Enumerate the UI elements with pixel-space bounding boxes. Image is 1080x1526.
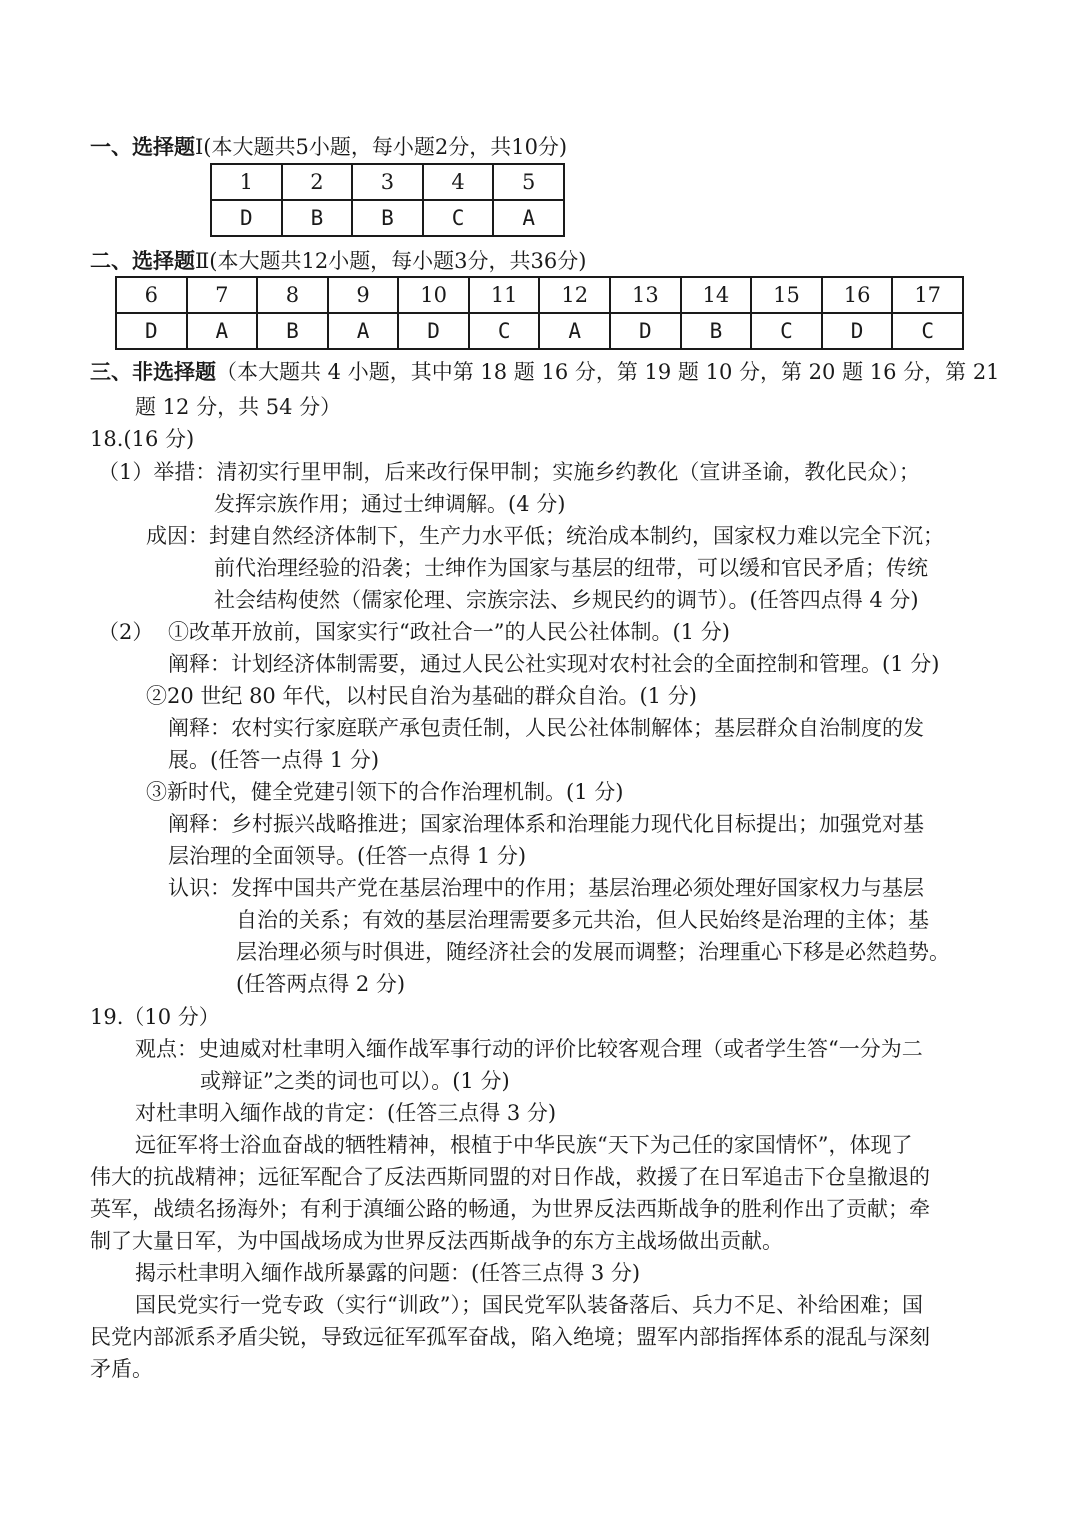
answer-cell: B	[352, 200, 423, 236]
question-number: 16	[822, 277, 893, 313]
q18-part1-line2: 发挥宗族作用；通过士绅调解。(4 分)	[214, 492, 566, 516]
section3-detail: （本大题共 4 小题，其中第 18 题 16 分，第 19 题 10 分，第 20 题 16 分，第 21	[216, 360, 1000, 384]
q19-affirm-heading: 对杜聿明入缅作战的肯定：(任答三点得 3 分)	[135, 1101, 557, 1125]
question-number: 6	[116, 277, 187, 313]
q18-part2-line1	[98, 617, 730, 647]
q18-part2-explain2a: 阐释：农村实行家庭联产承包责任制，人民公社体制解体；基层群众自治制度的发	[168, 716, 924, 740]
question-number: 11	[469, 277, 540, 313]
question-number: 7	[187, 277, 258, 313]
question-number: 10	[398, 277, 469, 313]
answer-cell: A	[493, 200, 564, 236]
q18-title: 18.(16 分)	[90, 427, 195, 451]
q19-affirm-line1: 远征军将士浴血奋战的牺牲精神，根植于中华民族“天下为己任的家国情怀”，体现了	[135, 1133, 913, 1157]
question-number: 1	[211, 164, 282, 200]
q18-part2-item2: ②20 世纪 80 年代，以村民自治为基础的群众自治。(1 分)	[146, 684, 697, 708]
section3-title	[90, 357, 1000, 387]
q18-cause-line3: 社会结构使然（儒家伦理、宗族宗法、乡规民约的调节）。(任答四点得 4 分)	[214, 588, 919, 612]
section1-heading: 一、选择题	[90, 134, 195, 159]
answer-cell: C	[892, 313, 963, 349]
table-row	[211, 200, 564, 236]
q18-cause-line1	[146, 521, 944, 551]
q18-part2-explain3a: 阐释：乡村振兴战略推进；国家治理体系和治理能力现代化目标提出；加强党对基	[168, 812, 924, 836]
question-number: 13	[610, 277, 681, 313]
answer-cell: B	[282, 200, 353, 236]
q18-view-line4: (任答两点得 2 分)	[236, 972, 406, 996]
answer-cell: C	[469, 313, 540, 349]
answer-cell: A	[187, 313, 258, 349]
q18-cause-label: 成因：	[146, 524, 209, 548]
question-number: 15	[751, 277, 822, 313]
table-row	[211, 164, 564, 200]
table-row	[116, 277, 963, 313]
q18-view-line2: 自治的关系；有效的基层治理需要多元共治，但人民始终是治理的主体；基	[236, 908, 929, 932]
q19-title: 19.（10 分）	[90, 1005, 220, 1029]
question-number: 4	[423, 164, 494, 200]
q18-part1-line1	[98, 457, 920, 487]
q19-problem-line3: 矛盾。	[90, 1357, 153, 1381]
answer-cell: D	[398, 313, 469, 349]
q18-part2-item3: ③新时代，健全党建引领下的合作治理机制。(1 分)	[146, 780, 624, 804]
q18-part2-item1: ①改革开放前，国家实行“政社合一”的人民公社体制。(1 分)	[168, 620, 730, 644]
q19-problem-heading: 揭示杜聿明入缅作战所暴露的问题：(任答三点得 3 分)	[135, 1261, 641, 1285]
answer-cell: A	[539, 313, 610, 349]
q18-view-label: 认识：	[168, 876, 231, 900]
q19-problem-line2: 民党内部派系矛盾尖锐，导致远征军孤军奋战，陷入绝境；盟军内部指挥体系的混乱与深刻	[90, 1325, 930, 1349]
q19-affirm-line2: 伟大的抗战精神；远征军配合了反法西斯同盟的对日作战，救援了在日军追击下仓皇撤退的	[90, 1165, 930, 1189]
question-number: 12	[539, 277, 610, 313]
section1-detail: Ⅰ(本大题共5小题，每小题2分，共10分)	[195, 135, 568, 159]
q19-affirm-line4: 制了大量日军，为中国战场成为世界反法西斯战争的东方主战场做出贡献。	[90, 1229, 783, 1253]
section1-title	[90, 132, 567, 162]
section3-heading: 三、非选择题	[90, 359, 216, 384]
question-number: 8	[257, 277, 328, 313]
answer-cell: B	[257, 313, 328, 349]
q18-view-line1	[168, 873, 924, 903]
q18-view-line3: 层治理必须与时俱进，随经济社会的发展而调整；治理重心下移是必然趋势。	[236, 940, 950, 964]
answer-cell: C	[423, 200, 494, 236]
q18-part2-explain2b: 展。(任答一点得 1 分)	[168, 748, 380, 772]
q18-cause-line2: 前代治理经验的沿袭；士绅作为国家与基层的纽带，可以缓和官民矛盾；传统	[214, 556, 928, 580]
q19-affirm-line3: 英军，战绩名扬海外；有利于滇缅公路的畅通，为世界反法西斯战争的胜利作出了贡献；牵	[90, 1197, 930, 1221]
answer-cell: D	[610, 313, 681, 349]
q19-point-line2: 或辩证”之类的词也可以）。(1 分)	[200, 1069, 510, 1093]
q18-cause-text: 封建自然经济体制下，生产力水平低；统治成本制约，国家权力难以完全下沉；	[209, 524, 944, 548]
answer-cell: C	[751, 313, 822, 349]
q18-part2-label: （2）	[98, 620, 154, 644]
section2-heading: 二、选择题	[90, 248, 195, 273]
answer-cell: D	[211, 200, 282, 236]
q18-part1-text: 清初实行里甲制，后来改行保甲制；实施乡约教化（宣讲圣谕，教化民众）；	[216, 460, 920, 484]
question-number: 2	[282, 164, 353, 200]
q19-point-label: 观点：	[135, 1037, 198, 1061]
q18-part2-explain1: 阐释：计划经济体制需要，通过人民公社实现对农村社会的全面控制和管理。(1 分)	[168, 652, 940, 676]
q18-part1-label: （1）举措：	[98, 460, 217, 484]
answer-cell: D	[822, 313, 893, 349]
section2-answer-table	[115, 276, 964, 350]
question-number: 17	[892, 277, 963, 313]
question-number: 9	[328, 277, 399, 313]
question-number: 3	[352, 164, 423, 200]
answer-cell: B	[681, 313, 752, 349]
q18-view-text: 发挥中国共产党在基层治理中的作用；基层治理必须处理好国家权力与基层	[231, 876, 924, 900]
question-number: 14	[681, 277, 752, 313]
section2-detail: Ⅱ(本大题共12小题，每小题3分，共36分)	[195, 249, 587, 273]
q19-point-text: 史迪威对杜聿明入缅作战军事行动的评价比较客观合理（或者学生答“一分为二	[198, 1037, 923, 1061]
section2-title	[90, 246, 586, 276]
section1-answer-table	[210, 163, 565, 237]
q18-part2-explain3b: 层治理的全面领导。(任答一点得 1 分)	[168, 844, 527, 868]
table-row	[116, 313, 963, 349]
question-number: 5	[493, 164, 564, 200]
section3-detail-cont: 题 12 分，共 54 分）	[135, 395, 342, 419]
q19-problem-line1: 国民党实行一党专政（实行“训政”）；国民党军队装备落后、兵力不足、补给困难；国	[135, 1293, 923, 1317]
answer-cell: D	[116, 313, 187, 349]
q19-point-line1	[135, 1034, 923, 1064]
answer-cell: A	[328, 313, 399, 349]
